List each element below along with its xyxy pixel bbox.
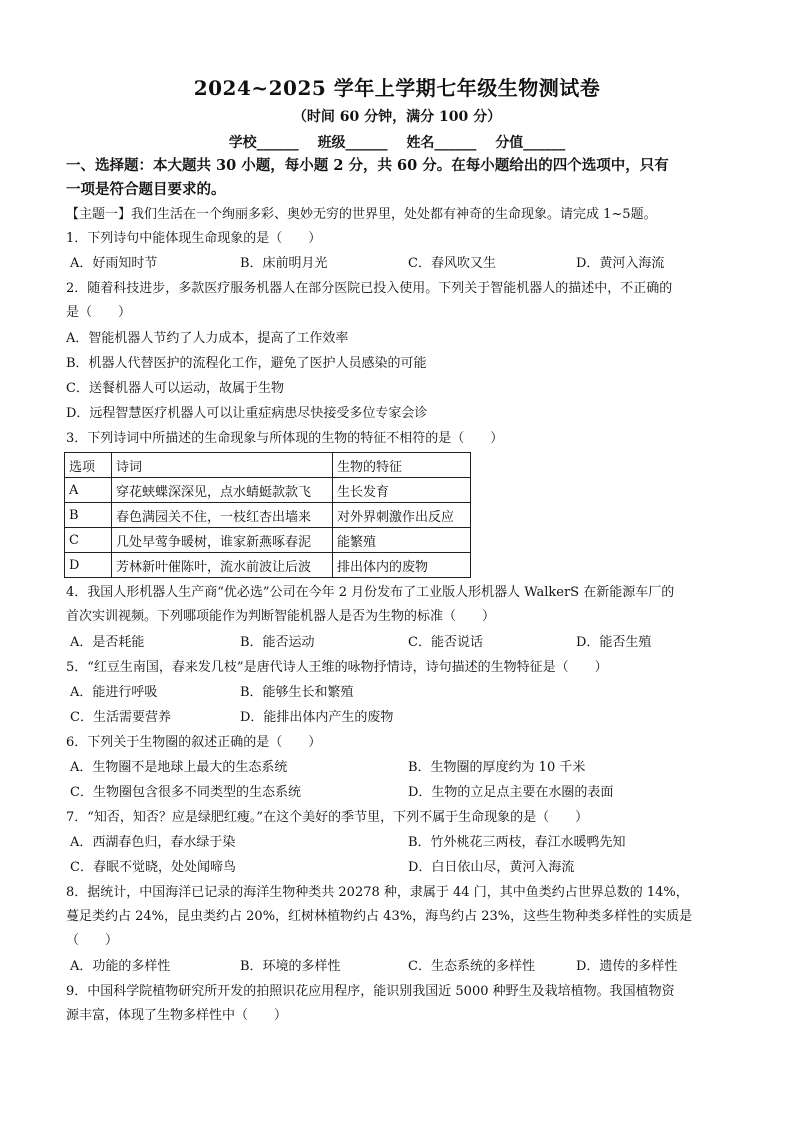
q6-stem: 6．下列关于生物圈的叙述正确的是（ ） (66, 735, 322, 750)
q1-option-c: C．春风吹又生 (408, 256, 496, 271)
table-header-cell: 选项 (65, 453, 112, 478)
q8-option-b: B．环境的多样性 (240, 959, 341, 974)
q7-stem: 7．“知否，知否？应是绿肥红瘦。”在这个美好的季节里，下列不属于生命现象的是（ ） (66, 810, 589, 825)
q5-option-d: D．能排出体内产生的废物 (240, 710, 394, 725)
table-cell: 芳林新叶催陈叶，流水前波让后波 (112, 553, 333, 578)
exam-subtitle: （时间 60 分钟，满分 100 分） (292, 109, 502, 125)
q4-option-d: D．能否生殖 (576, 635, 652, 650)
q2-option-d: D．远程智慧医疗机器人可以让重症病患尽快接受多位专家会诊 (66, 406, 428, 421)
table-row (65, 503, 471, 528)
table-cell: 对外界刺激作出反应 (333, 503, 471, 528)
q7-option-b: B．竹外桃花三两枝，春江水暖鸭先知 (408, 835, 626, 850)
table-row (65, 528, 471, 553)
q8-option-c: C．生态系统的多样性 (408, 959, 535, 974)
score-field: 分值______ (495, 135, 566, 151)
q7-option-a: A．西湖春色归，春水绿于染 (70, 835, 236, 850)
q7-option-c: C．春眠不觉晓，处处闻啼鸟 (70, 860, 236, 875)
table-cell: 能繁殖 (333, 528, 471, 553)
table-header-cell: 生物的特征 (333, 453, 471, 478)
q2-option-b: B．机器人代替医护的流程化工作，避免了医护人员感染的可能 (66, 356, 427, 371)
table-cell: 生长发育 (333, 478, 471, 503)
q3-table (64, 452, 471, 578)
q2-stem-line1: 2．随着科技进步，多款医疗服务机器人在部分医院已投入使用。下列关于智能机器人的描述中，不正确的 (66, 281, 673, 296)
q5-option-c: C．生活需要营养 (70, 710, 171, 725)
table-cell: A (65, 478, 112, 503)
table-cell: 穿花蛱蝶深深见，点水蜻蜓款款飞 (112, 478, 333, 503)
table-cell: 排出体内的废物 (333, 553, 471, 578)
q6-option-a: A．生物圈不是地球上最大的生态系统 (70, 760, 288, 775)
table-cell: B (65, 503, 112, 528)
q1-option-a: A．好雨知时节 (70, 256, 158, 271)
q1-option-d: D．黄河入海流 (576, 256, 665, 271)
q1-stem: 1．下列诗句中能体现生命现象的是（ ） (66, 231, 322, 246)
student-info-fields (0, 132, 794, 152)
table-cell: 几处早莺争暖树，谁家新燕啄春泥 (112, 528, 333, 553)
theme-intro: 【主题一】我们生活在一个绚丽多彩、奥妙无穷的世界里，处处都有神奇的生命现象。请完成 1~5题。 (66, 207, 657, 222)
q8-stem-line3: （ ） (66, 933, 119, 948)
table-cell: C (65, 528, 112, 553)
q8-option-a: A．功能的多样性 (70, 959, 171, 974)
q8-stem-line2: 蔓足类约占 24%，昆虫类约占 20%，红树林植物约占 43%，海鸟约占 23%，这些生物种类多样性的实质是 (66, 909, 693, 924)
table-row (65, 478, 471, 503)
section-heading-line1: 一、选择题：本大题共 30 小题，每小题 2 分，共 60 分。在每小题给出的四个选项中，只有 (66, 157, 669, 174)
q4-stem-line2: 首次实训视频。下列哪项能作为判断智能机器人是否为生物的标准（ ） (66, 609, 496, 624)
page-title: 2024~2025 学年上学期七年级生物测试卷 (193, 76, 601, 100)
q9-stem-line1: 9．中国科学院植物研究所开发的拍照识花应用程序，能识别我国近 5000 种野生及栽培植物。我国植物资 (66, 984, 675, 999)
q5-stem: 5．“红豆生南国，春来发几枝”是唐代诗人王维的咏物抒情诗，诗句描述的生物特征是（ ） (66, 660, 608, 675)
q8-option-d: D．遗传的多样性 (576, 959, 678, 974)
q2-stem-line2: 是（ ） (66, 305, 132, 320)
q6-option-c: C．生物圈包含很多不同类型的生态系统 (70, 785, 301, 800)
q4-stem-line1: 4．我国人形机器人生产商“优必选”公司在今年 2 月份发布了工业版人形机器人 WalkerS 在新能源车厂的 (66, 585, 675, 600)
table-row (65, 553, 471, 578)
table-cell: 春色满园关不住，一枝红杏出墙来 (112, 503, 333, 528)
table-header-row (65, 453, 471, 478)
table-cell: D (65, 553, 112, 578)
q2-option-c: C．送餐机器人可以运动，故属于生物 (66, 381, 284, 396)
q3-stem: 3．下列诗词中所描述的生命现象与所体现的生物的特征不相符的是（ ） (66, 431, 504, 446)
q1-option-b: B．床前明月光 (240, 256, 328, 271)
q6-option-d: D．生物的立足点主要在水圈的表面 (408, 785, 614, 800)
q4-option-b: B．能否运动 (240, 635, 315, 650)
q5-option-b: B．能够生长和繁殖 (240, 685, 354, 700)
table-header-cell: 诗词 (112, 453, 333, 478)
school-field: 学校______ (228, 135, 299, 151)
q4-option-a: A．是否耗能 (70, 635, 145, 650)
q9-stem-line2: 源丰富，体现了生物多样性中（ ） (66, 1008, 288, 1023)
name-field: 姓名______ (406, 135, 477, 151)
q7-option-d: D．白日依山尽，黄河入海流 (408, 860, 575, 875)
class-field: 班级______ (317, 135, 388, 151)
section-heading-line2: 一项是符合题目要求的。 (66, 181, 226, 198)
q5-option-a: A．能进行呼吸 (70, 685, 158, 700)
q6-option-b: B．生物圈的厚度约为 10 千米 (408, 760, 586, 775)
q2-option-a: A．智能机器人节约了人力成本，提高了工作效率 (66, 331, 349, 346)
q8-stem-line1: 8．据统计，中国海洋已记录的海洋生物种类共 20278 种，隶属于 44 门，其中鱼类约占世界总数的 14%， (66, 885, 689, 900)
section-heading (66, 154, 726, 202)
q4-option-c: C．能否说话 (408, 635, 483, 650)
